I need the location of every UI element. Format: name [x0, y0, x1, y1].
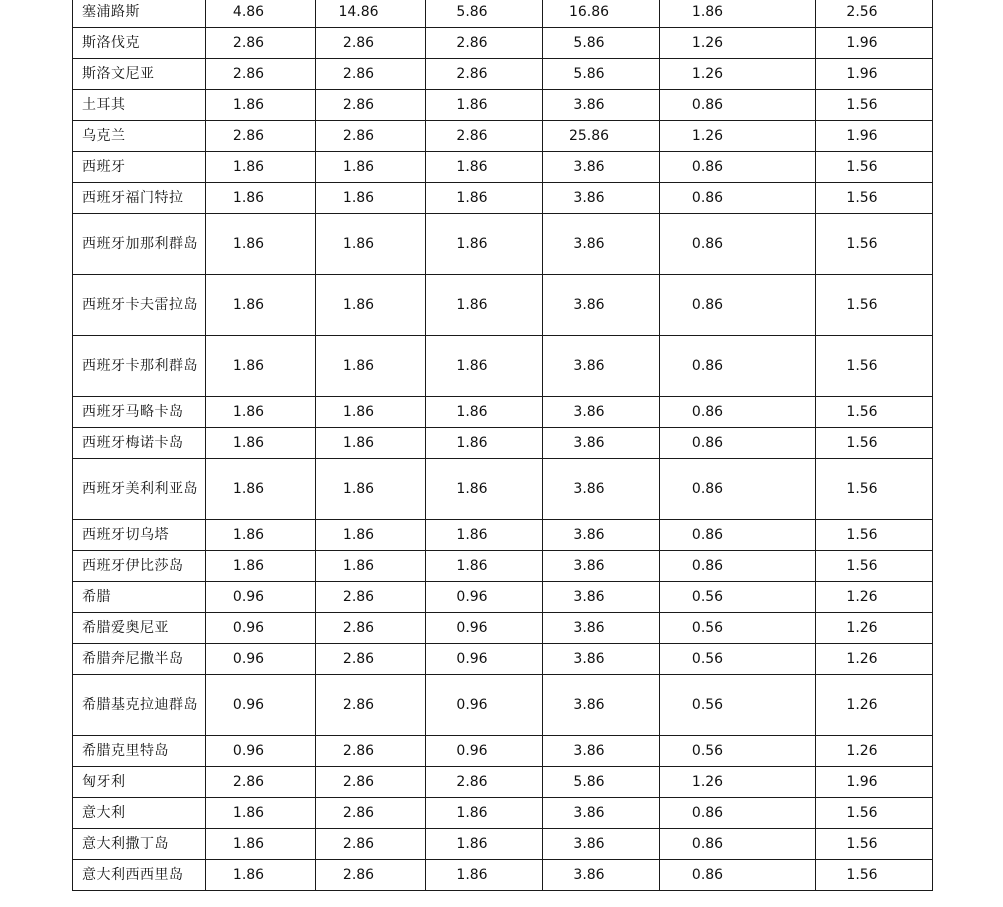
rate-value-cell: 1.86: [206, 428, 316, 459]
table-row: [73, 459, 933, 520]
rate-value-cell: 2.86: [206, 28, 316, 59]
region-name-cell: 西班牙马略卡岛: [73, 397, 206, 428]
rate-value-cell: 2.86: [426, 59, 543, 90]
rate-value-cell: 5.86: [426, 0, 543, 28]
rate-value-cell: 1.86: [316, 397, 426, 428]
rate-value-cell: 3.86: [543, 860, 660, 891]
rate-value-cell: 3.86: [543, 829, 660, 860]
rate-value-cell: 0.86: [660, 860, 816, 891]
rate-value-cell: 0.86: [660, 336, 816, 397]
rate-value-cell: 1.56: [816, 459, 933, 520]
rate-value-cell: 1.86: [426, 829, 543, 860]
rate-value-cell: 0.96: [206, 736, 316, 767]
rate-value-cell: 3.86: [543, 736, 660, 767]
region-name-cell: 希腊奔尼撒半岛: [73, 644, 206, 675]
table-row: [73, 767, 933, 798]
rate-value-cell: 1.86: [316, 459, 426, 520]
region-name-cell: 西班牙卡夫雷拉岛: [73, 275, 206, 336]
table-row: [73, 183, 933, 214]
rate-value-cell: 1.26: [816, 644, 933, 675]
rate-value-cell: 1.56: [816, 152, 933, 183]
rate-value-cell: 0.56: [660, 644, 816, 675]
rate-value-cell: 1.26: [816, 675, 933, 736]
table-row: [73, 90, 933, 121]
rate-value-cell: 0.96: [206, 644, 316, 675]
rate-value-cell: 1.96: [816, 59, 933, 90]
rate-value-cell: 1.86: [426, 428, 543, 459]
rate-value-cell: 1.86: [206, 183, 316, 214]
table-row: [73, 121, 933, 152]
table-row: [73, 397, 933, 428]
rate-value-cell: 1.86: [206, 397, 316, 428]
rate-value-cell: 1.86: [316, 551, 426, 582]
rate-value-cell: 3.86: [543, 152, 660, 183]
rate-value-cell: 1.56: [816, 214, 933, 275]
rate-value-cell: 0.86: [660, 551, 816, 582]
rate-value-cell: 2.86: [316, 767, 426, 798]
rate-value-cell: 1.96: [816, 121, 933, 152]
rate-value-cell: 2.56: [816, 0, 933, 28]
rate-value-cell: 1.86: [316, 336, 426, 397]
rate-value-cell: 2.86: [206, 121, 316, 152]
rate-value-cell: 5.86: [543, 28, 660, 59]
rate-value-cell: 1.86: [426, 90, 543, 121]
rate-value-cell: 3.86: [543, 644, 660, 675]
rate-value-cell: 1.96: [816, 28, 933, 59]
table-row: [73, 0, 933, 28]
table-row: [73, 275, 933, 336]
rate-value-cell: 25.86: [543, 121, 660, 152]
rate-value-cell: 0.96: [206, 613, 316, 644]
rate-value-cell: 1.86: [316, 520, 426, 551]
rate-value-cell: 0.96: [426, 613, 543, 644]
rate-value-cell: 1.86: [426, 397, 543, 428]
rate-value-cell: 2.86: [316, 582, 426, 613]
rate-value-cell: 1.96: [816, 767, 933, 798]
region-name-cell: 斯洛伐克: [73, 28, 206, 59]
rate-value-cell: 2.86: [206, 767, 316, 798]
region-name-cell: 塞浦路斯: [73, 0, 206, 28]
rate-value-cell: 16.86: [543, 0, 660, 28]
rate-value-cell: 3.86: [543, 459, 660, 520]
rate-value-cell: 1.56: [816, 798, 933, 829]
table-row: [73, 582, 933, 613]
rate-value-cell: 1.86: [426, 459, 543, 520]
rate-table: [72, 0, 933, 891]
rate-value-cell: 0.86: [660, 459, 816, 520]
rate-value-cell: 1.86: [426, 275, 543, 336]
region-name-cell: 匈牙利: [73, 767, 206, 798]
table-row: [73, 28, 933, 59]
rate-value-cell: 1.86: [206, 275, 316, 336]
region-name-cell: 希腊克里特岛: [73, 736, 206, 767]
rate-value-cell: 5.86: [543, 59, 660, 90]
rate-value-cell: 1.86: [426, 551, 543, 582]
rate-value-cell: 0.56: [660, 613, 816, 644]
region-name-cell: 西班牙福门特拉: [73, 183, 206, 214]
rate-value-cell: 0.86: [660, 829, 816, 860]
rate-value-cell: 1.26: [816, 582, 933, 613]
region-name-cell: 西班牙切乌塔: [73, 520, 206, 551]
rate-value-cell: 1.56: [816, 551, 933, 582]
rate-value-cell: 0.86: [660, 798, 816, 829]
table-row: [73, 551, 933, 582]
rate-value-cell: 1.86: [426, 152, 543, 183]
rate-value-cell: 3.86: [543, 183, 660, 214]
rate-value-cell: 1.56: [816, 860, 933, 891]
rate-value-cell: 1.26: [660, 28, 816, 59]
rate-value-cell: 1.86: [316, 214, 426, 275]
rate-value-cell: 2.86: [316, 59, 426, 90]
table-row: [73, 860, 933, 891]
rate-value-cell: 0.96: [426, 736, 543, 767]
rate-value-cell: 1.26: [660, 767, 816, 798]
region-name-cell: 西班牙: [73, 152, 206, 183]
region-name-cell: 希腊: [73, 582, 206, 613]
rate-value-cell: 1.86: [206, 798, 316, 829]
table-row: [73, 675, 933, 736]
rate-value-cell: 1.56: [816, 336, 933, 397]
rate-value-cell: 1.86: [426, 798, 543, 829]
rate-value-cell: 1.26: [816, 736, 933, 767]
rate-value-cell: 2.86: [426, 121, 543, 152]
rate-value-cell: 2.86: [316, 28, 426, 59]
rate-value-cell: 1.26: [660, 121, 816, 152]
rate-value-cell: 1.86: [426, 336, 543, 397]
rate-value-cell: 3.86: [543, 428, 660, 459]
rate-value-cell: 1.86: [426, 520, 543, 551]
rate-value-cell: 1.86: [206, 860, 316, 891]
rate-value-cell: 2.86: [316, 613, 426, 644]
rate-value-cell: 1.86: [316, 275, 426, 336]
rate-value-cell: 1.86: [660, 0, 816, 28]
rate-value-cell: 2.86: [316, 675, 426, 736]
rate-value-cell: 2.86: [316, 860, 426, 891]
rate-value-cell: 0.86: [660, 275, 816, 336]
rate-value-cell: 0.86: [660, 520, 816, 551]
region-name-cell: 土耳其: [73, 90, 206, 121]
region-name-cell: 乌克兰: [73, 121, 206, 152]
table-row: [73, 644, 933, 675]
rate-value-cell: 0.96: [426, 675, 543, 736]
region-name-cell: 西班牙卡那利群岛: [73, 336, 206, 397]
rate-value-cell: 2.86: [426, 767, 543, 798]
rate-value-cell: 0.96: [426, 582, 543, 613]
rate-value-cell: 1.56: [816, 397, 933, 428]
rate-value-cell: 3.86: [543, 520, 660, 551]
rate-value-cell: 2.86: [206, 59, 316, 90]
rate-value-cell: 3.86: [543, 397, 660, 428]
rate-value-cell: 0.56: [660, 582, 816, 613]
rate-value-cell: 2.86: [316, 798, 426, 829]
region-name-cell: 西班牙加那利群岛: [73, 214, 206, 275]
rate-value-cell: 1.86: [206, 336, 316, 397]
rate-value-cell: 4.86: [206, 0, 316, 28]
rate-value-cell: 0.96: [206, 675, 316, 736]
rate-value-cell: 2.86: [316, 644, 426, 675]
table-row: [73, 336, 933, 397]
rate-value-cell: 0.56: [660, 736, 816, 767]
region-name-cell: 意大利西西里岛: [73, 860, 206, 891]
rate-value-cell: 1.56: [816, 829, 933, 860]
region-name-cell: 西班牙梅诺卡岛: [73, 428, 206, 459]
rate-value-cell: 2.86: [426, 28, 543, 59]
rate-value-cell: 0.86: [660, 397, 816, 428]
rate-value-cell: 1.56: [816, 520, 933, 551]
rate-value-cell: 1.86: [206, 551, 316, 582]
rate-value-cell: 1.86: [426, 214, 543, 275]
rate-value-cell: 1.86: [316, 152, 426, 183]
rate-value-cell: 0.86: [660, 152, 816, 183]
table-row: [73, 428, 933, 459]
rate-value-cell: 1.86: [206, 520, 316, 551]
rate-value-cell: 1.86: [206, 214, 316, 275]
table-row: [73, 613, 933, 644]
rate-value-cell: 1.56: [816, 275, 933, 336]
table-row: [73, 798, 933, 829]
rate-value-cell: 5.86: [543, 767, 660, 798]
table-row: [73, 59, 933, 90]
rate-value-cell: 1.26: [660, 59, 816, 90]
rate-value-cell: 3.86: [543, 90, 660, 121]
region-name-cell: 西班牙美利利亚岛: [73, 459, 206, 520]
rate-value-cell: 0.86: [660, 183, 816, 214]
table-row: [73, 214, 933, 275]
rate-value-cell: 1.86: [206, 459, 316, 520]
rate-value-cell: 0.86: [660, 90, 816, 121]
rate-value-cell: 1.86: [316, 183, 426, 214]
rate-value-cell: 0.56: [660, 675, 816, 736]
table-row: [73, 152, 933, 183]
rate-value-cell: 14.86: [316, 0, 426, 28]
rate-value-cell: 1.86: [206, 90, 316, 121]
rate-value-cell: 0.96: [206, 582, 316, 613]
region-name-cell: 希腊爱奥尼亚: [73, 613, 206, 644]
rate-value-cell: 1.56: [816, 90, 933, 121]
rate-value-cell: 1.86: [426, 860, 543, 891]
rate-value-cell: 2.86: [316, 829, 426, 860]
rate-value-cell: 2.86: [316, 121, 426, 152]
rate-value-cell: 1.56: [816, 183, 933, 214]
region-name-cell: 斯洛文尼亚: [73, 59, 206, 90]
rate-value-cell: 1.86: [426, 183, 543, 214]
table-row: [73, 520, 933, 551]
rate-value-cell: 1.86: [316, 428, 426, 459]
rate-value-cell: 3.86: [543, 582, 660, 613]
rate-value-cell: 3.86: [543, 675, 660, 736]
rate-value-cell: 1.56: [816, 428, 933, 459]
rate-value-cell: 1.26: [816, 613, 933, 644]
rate-value-cell: 0.96: [426, 644, 543, 675]
region-name-cell: 意大利撒丁岛: [73, 829, 206, 860]
rate-value-cell: 3.86: [543, 551, 660, 582]
rate-value-cell: 0.86: [660, 428, 816, 459]
region-name-cell: 希腊基克拉迪群岛: [73, 675, 206, 736]
rate-value-cell: 2.86: [316, 736, 426, 767]
region-name-cell: 意大利: [73, 798, 206, 829]
rate-value-cell: 1.86: [206, 152, 316, 183]
rate-table-body: [73, 0, 933, 891]
rate-value-cell: 0.86: [660, 214, 816, 275]
rate-value-cell: 3.86: [543, 275, 660, 336]
rate-value-cell: 3.86: [543, 798, 660, 829]
rate-value-cell: 2.86: [316, 90, 426, 121]
table-row: [73, 829, 933, 860]
region-name-cell: 西班牙伊比莎岛: [73, 551, 206, 582]
rate-value-cell: 3.86: [543, 613, 660, 644]
rate-value-cell: 3.86: [543, 214, 660, 275]
table-row: [73, 736, 933, 767]
rate-value-cell: 1.86: [206, 829, 316, 860]
rate-value-cell: 3.86: [543, 336, 660, 397]
